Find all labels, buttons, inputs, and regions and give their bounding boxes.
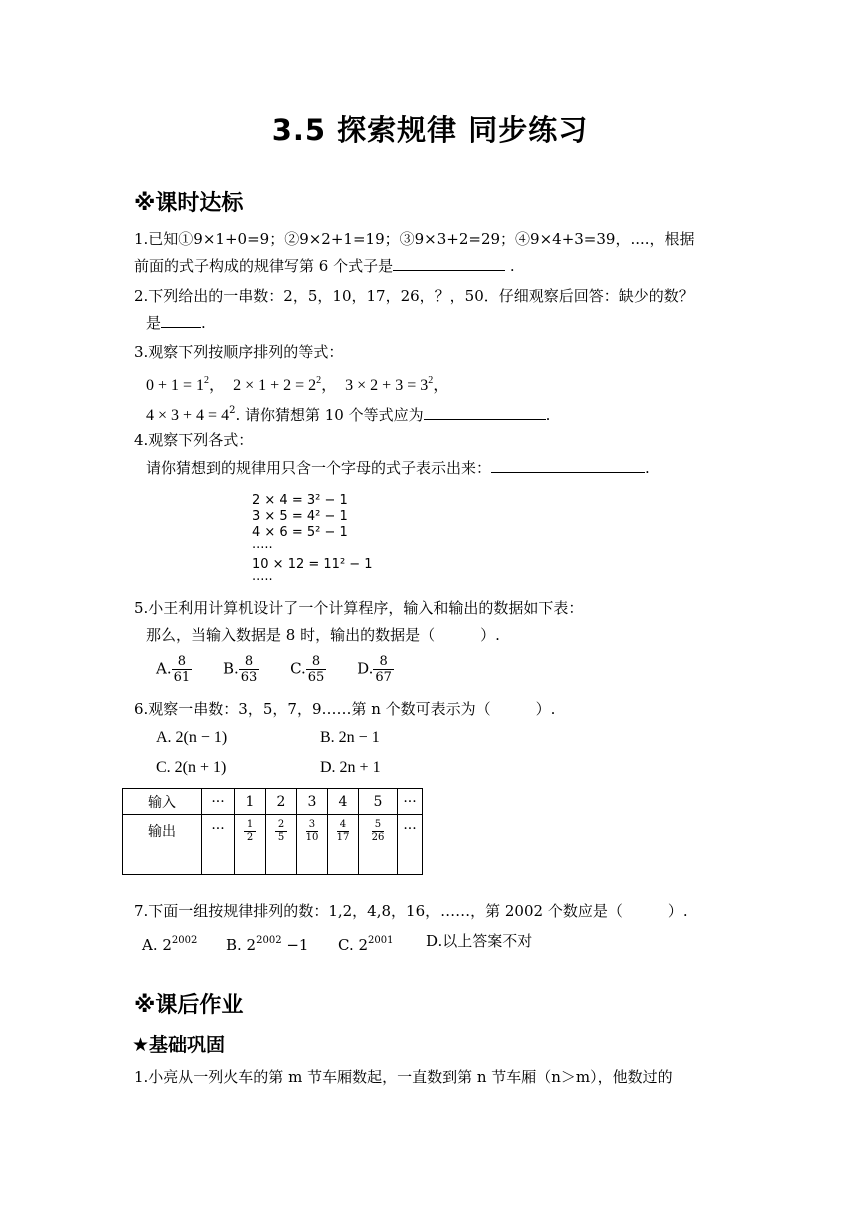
table-cell: 2 (266, 789, 297, 815)
option-b[interactable]: B. 2n − 1 (320, 729, 380, 746)
table-cell (297, 815, 328, 875)
answer-blank[interactable] (161, 313, 201, 328)
pattern-line: 2 × 4 = 3² − 1 (252, 493, 348, 508)
output-fraction: $\frac{3}{10}$ (305, 819, 319, 843)
option-c[interactable]: C. 2(n + 1) (156, 759, 227, 776)
table-cell: 3 (297, 789, 328, 815)
punctuation: . (201, 314, 206, 332)
option-label: C. (290, 659, 306, 678)
question-2-line-2 (146, 313, 206, 333)
question-1-line-2 (134, 256, 515, 276)
table-cell: 4 (328, 789, 359, 815)
table-cell (328, 815, 359, 875)
option-a[interactable] (156, 654, 192, 685)
equation-1: 0 + 1 = 1 (146, 377, 205, 394)
output-fraction: $\frac{1}{2}$ (244, 819, 256, 844)
table-row-input (123, 789, 423, 815)
output-fraction: $\frac{2}{5}$ (275, 819, 287, 844)
punctuation: . (545, 406, 551, 424)
question-3-line-1: 3.观察下列按顺序排列的等式： (134, 343, 344, 361)
equation-3: 3 × 2 + 3 = 3 (345, 377, 429, 394)
table-cell (235, 815, 266, 875)
row-label-output: 输出 (123, 815, 202, 875)
exponent: 2 (428, 375, 434, 386)
question-7-option-b[interactable]: B. $2^{2002} -1$ (226, 935, 309, 954)
pattern-line: 10 × 12 = 11² − 1 (252, 557, 373, 572)
table-cell (266, 815, 297, 875)
table-cell: 5 (359, 789, 398, 815)
option-a[interactable]: A. 2(n − 1) (156, 729, 228, 746)
question-1-line-1: 1.已知①9×1+0=9；②9×2+1=19；③9×3+2=29；④9×4+3=39，....，根据 (134, 230, 695, 248)
question-3-prompt: . 请你猜想第 10 个等式应为 (235, 406, 424, 424)
option-fraction: $\frac{8}{65}$ (307, 654, 325, 685)
section-heading-homework: ※课后作业 (134, 993, 244, 1018)
exponent: 2 (316, 375, 322, 386)
answer-blank[interactable] (491, 458, 645, 473)
input-output-table (122, 788, 423, 875)
table-cell-dots: ··· (398, 789, 423, 815)
question-5-options (156, 654, 420, 685)
question-7-line-1: 7.下面一组按规律排列的数：1,2，4,8，16，……，第 2002 个数应是（ ）. (134, 902, 688, 920)
pattern-line: 3 × 5 = 4² − 1 (252, 509, 348, 524)
question-4-line-1: 4.观察下列各式： (134, 431, 254, 449)
question-2-line-1: 2.下列给出的一串数：2，5，10，17，26，？，50．仔细观察后回答：缺少的数？ (134, 287, 694, 305)
answer-blank[interactable] (393, 256, 505, 271)
option-label: D. (357, 659, 374, 678)
question-7-option-d[interactable]: D.以上答案不对 (426, 932, 533, 950)
question-4-pattern-figure (252, 493, 373, 589)
exponent: 2 (204, 375, 210, 386)
option-label: A. (156, 659, 172, 678)
question-2-prompt: 是 (146, 314, 162, 332)
table-cell-dots: ··· (202, 789, 235, 815)
exponent: 2 (229, 405, 236, 416)
equation-2: 2 × 1 + 2 = 2 (233, 377, 317, 394)
homework-question-1: 1.小亮从一列火车的第 m 节车厢数起，一直数到第 n 节车厢（n＞m），他数过的 (134, 1068, 673, 1086)
punctuation: . (509, 257, 515, 275)
question-7-option-c[interactable]: C. $2^{2001}$ (338, 935, 394, 954)
output-fraction: $\frac{4}{17}$ (336, 819, 350, 843)
output-fraction: $\frac{5}{26}$ (371, 819, 385, 843)
row-label-input: 输入 (123, 789, 202, 815)
option-c[interactable] (290, 654, 326, 685)
answer-blank[interactable] (424, 405, 546, 420)
table-cell-dots: ··· (398, 815, 423, 875)
question-4-prompt: 请你猜想到的规律用只含一个字母的式子表示出来： (146, 459, 492, 477)
question-6-line-1: 6.观察一串数：3，5，7，9……第 n 个数可表示为（ ）. (134, 700, 556, 718)
equation-4: 4 × 3 + 4 = 4 (146, 407, 230, 424)
table-cell-dots: ··· (202, 815, 235, 875)
question-3-equations-row-1: $0 + 1 = 1^2$， $2 \times 1 + 2 = 2^2$， $3 \times 2 + 3 = 3^2$， (146, 375, 450, 394)
table-row-output (123, 815, 423, 875)
question-5-line-1: 5.小王利用计算机设计了一个计算程序，输入和输出的数据如下表： (134, 599, 584, 617)
option-fraction: $\frac{8}{61}$ (173, 654, 191, 685)
option-b[interactable] (223, 654, 259, 685)
option-label: B. (222, 659, 239, 678)
pattern-ellipsis: ····· (252, 573, 273, 588)
subsection-heading-basics: ★基础巩固 (132, 1034, 226, 1056)
table-cell: 1 (235, 789, 266, 815)
option-fraction: $\frac{8}{63}$ (240, 654, 258, 685)
question-7-option-a[interactable]: A. $2^{2002}$ (142, 935, 198, 954)
option-d[interactable] (357, 654, 394, 685)
question-5-line-2: 那么，当输入数据是 8 时，输出的数据是（ ）. (146, 626, 500, 644)
question-4-line-2 (146, 458, 650, 478)
option-fraction: $\frac{8}{67}$ (375, 654, 392, 685)
table-cell (359, 815, 398, 875)
question-3-equations-row-2 (146, 401, 550, 426)
punctuation: . (645, 459, 650, 477)
pattern-ellipsis: ····· (252, 541, 273, 556)
question-1-prompt: 前面的式子构成的规律写第 6 个式子是 (134, 257, 394, 275)
page-title: 3.5 探索规律 同步练习 (271, 113, 589, 147)
pattern-line: 4 × 6 = 5² − 1 (252, 525, 348, 540)
option-d[interactable]: D. 2n + 1 (320, 759, 381, 776)
section-heading-class-goals: ※课时达标 (134, 191, 244, 216)
